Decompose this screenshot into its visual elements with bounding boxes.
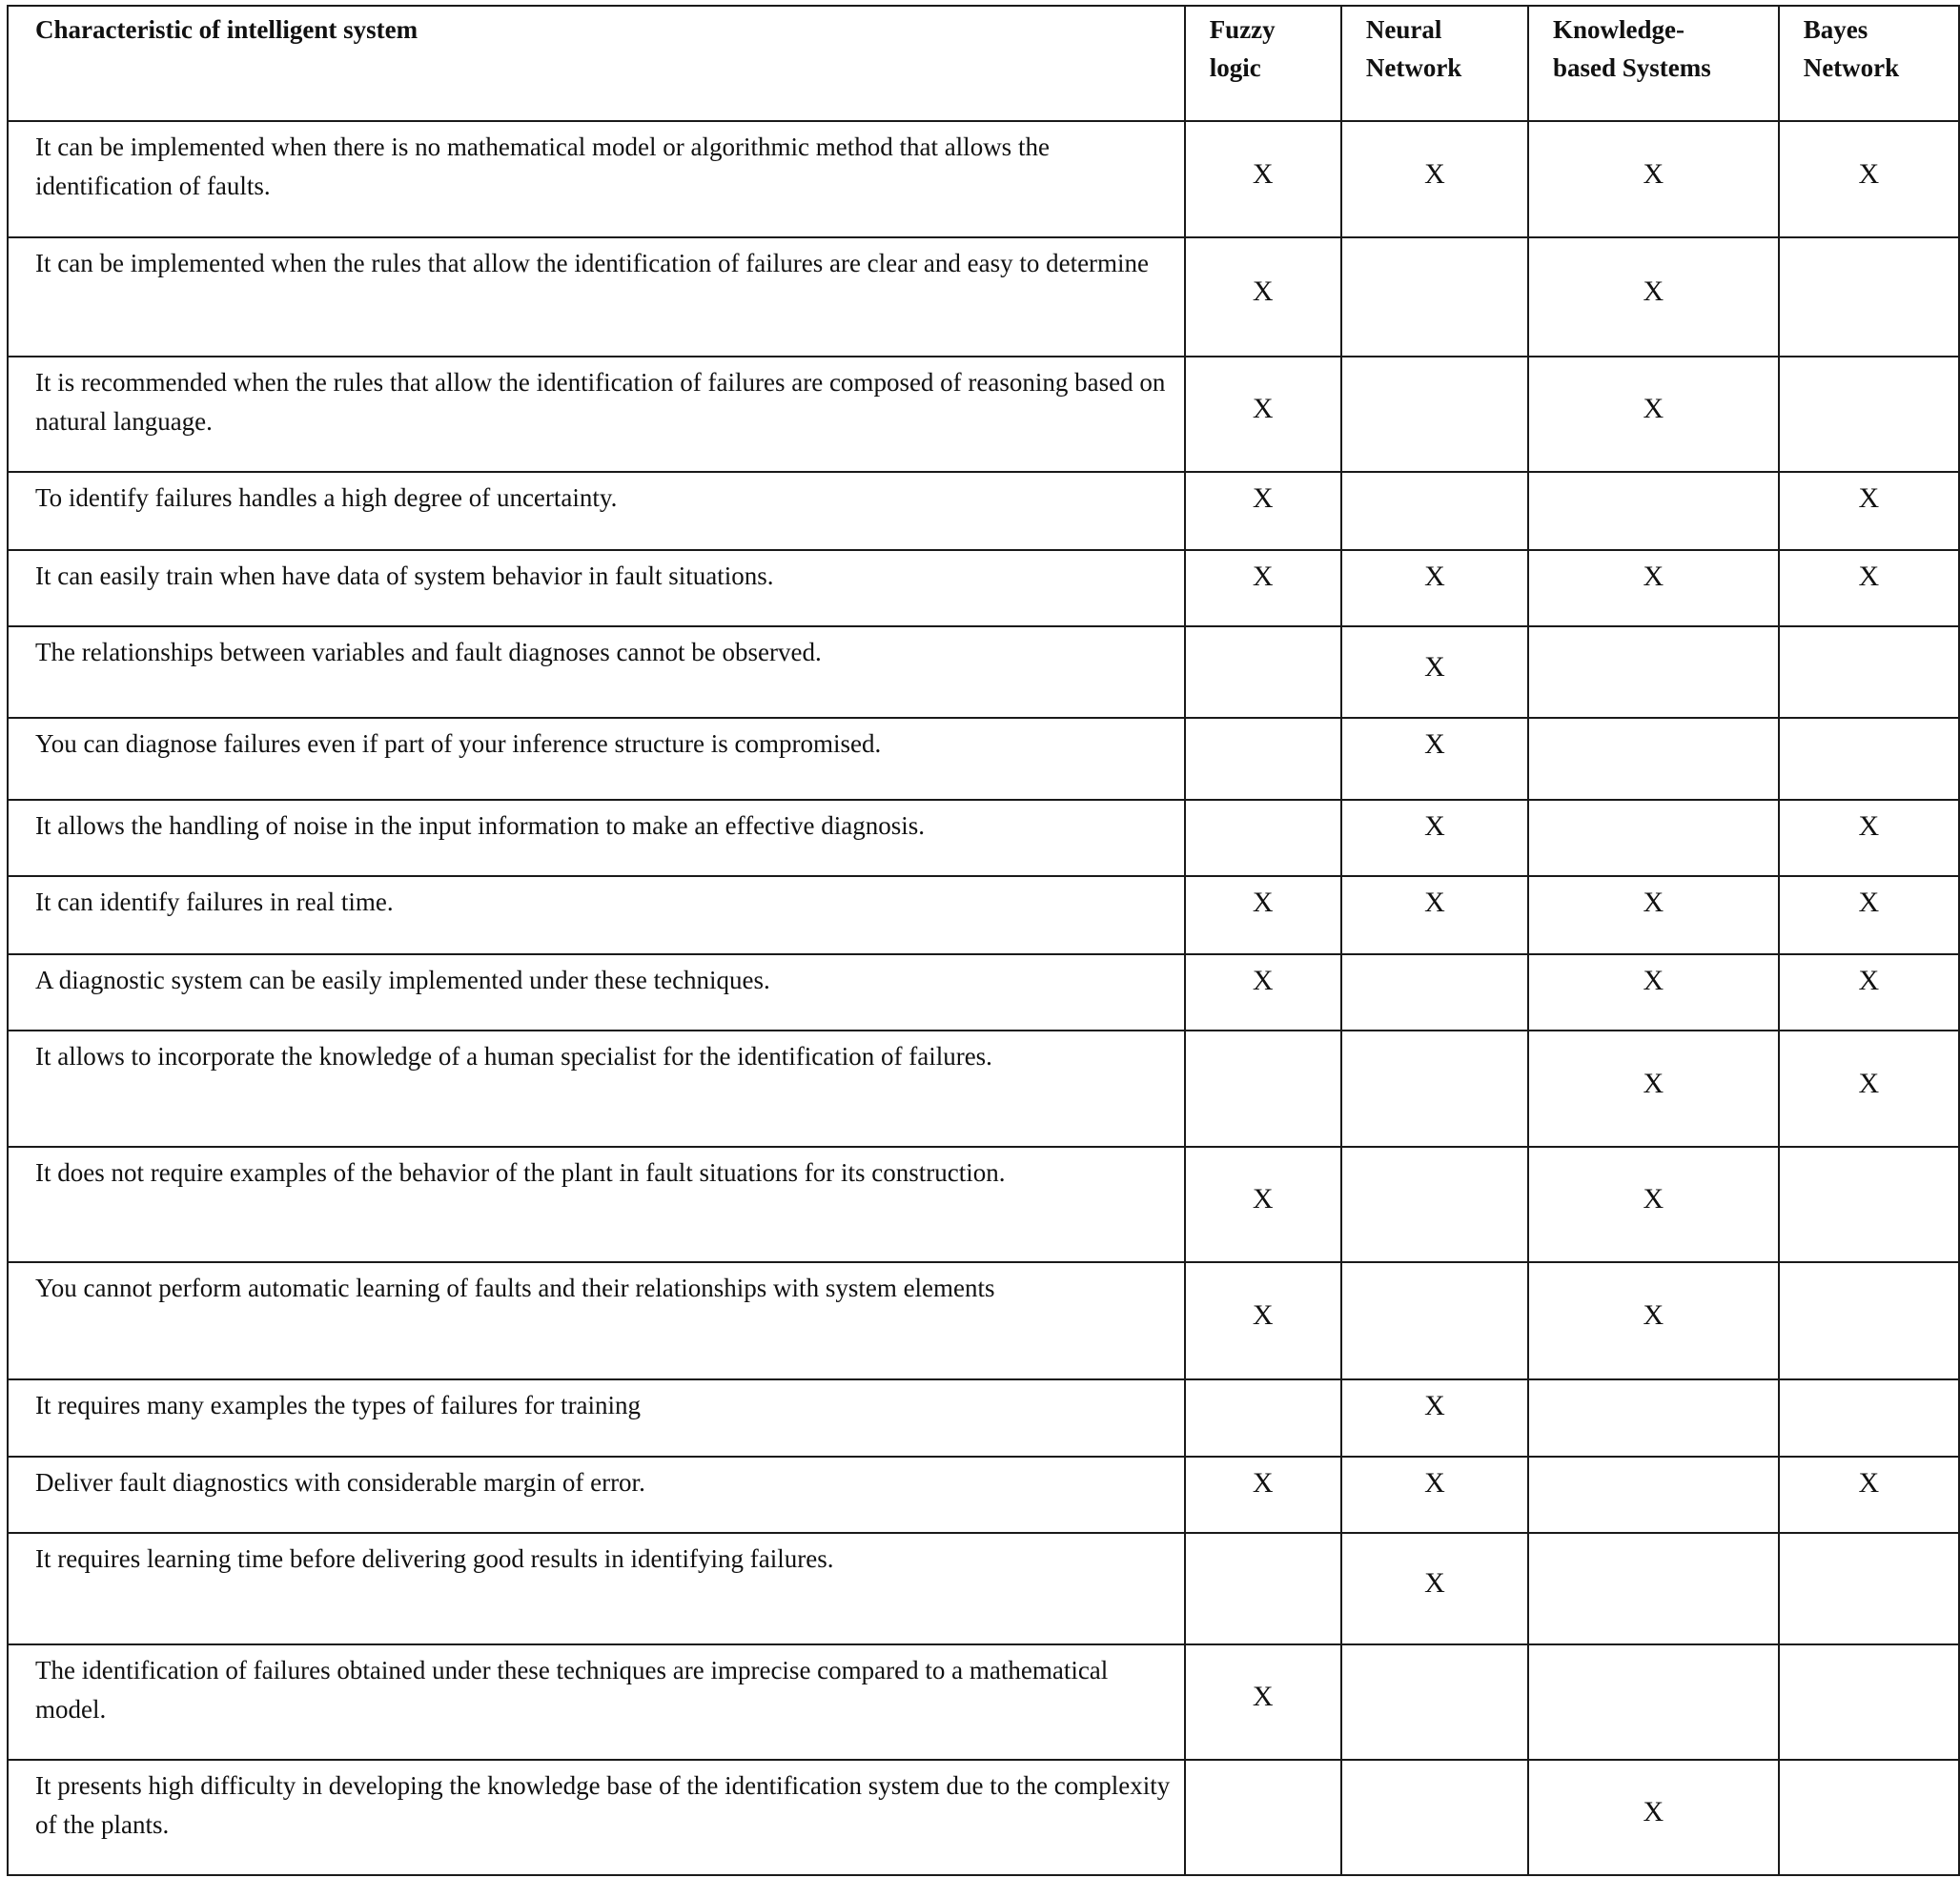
table-row — [8, 1644, 1959, 1760]
characteristic-cell: You can diagnose failures even if part of your inference structure is compromised. — [8, 718, 1185, 800]
characteristic-cell: It is recommended when the rules that allow the identification of failures are composed of reasoning based on natural language. — [8, 357, 1185, 472]
table-row — [8, 876, 1959, 954]
mark-cell-fuzzy-logic — [1185, 472, 1341, 550]
mark-cell-knowledge-based-systems — [1528, 472, 1779, 550]
x-mark: X — [1424, 1390, 1445, 1421]
mark-cell-neural-network — [1341, 1760, 1528, 1875]
mark-cell-neural-network — [1341, 472, 1528, 550]
mark-cell-neural-network — [1341, 1031, 1528, 1147]
mark-cell-fuzzy-logic — [1185, 1644, 1341, 1760]
table-row — [8, 237, 1959, 357]
characteristic-cell: It allows to incorporate the knowledge of a human specialist for the identification of failures. — [8, 1031, 1185, 1147]
mark-cell-neural-network — [1341, 718, 1528, 800]
mark-cell-neural-network — [1341, 1262, 1528, 1379]
mark-cell-bayes-network — [1779, 1147, 1959, 1262]
x-mark: X — [1858, 1067, 1880, 1099]
table-row — [8, 954, 1959, 1031]
x-mark: X — [1424, 887, 1445, 918]
mark-cell-knowledge-based-systems — [1528, 954, 1779, 1031]
comparison-table — [7, 5, 1960, 1876]
mark-cell-fuzzy-logic — [1185, 1760, 1341, 1875]
table-row — [8, 718, 1959, 800]
mark-cell-bayes-network — [1779, 1533, 1959, 1644]
x-mark: X — [1424, 810, 1445, 842]
mark-cell-fuzzy-logic — [1185, 1379, 1341, 1457]
characteristic-cell: You cannot perform automatic learning of faults and their relationships with system elements — [8, 1262, 1185, 1379]
mark-cell-knowledge-based-systems — [1528, 550, 1779, 626]
x-mark: X — [1858, 561, 1880, 592]
characteristic-cell: To identify failures handles a high degree of uncertainty. — [8, 472, 1185, 550]
mark-cell-neural-network — [1341, 876, 1528, 954]
mark-cell-neural-network — [1341, 1533, 1528, 1644]
x-mark: X — [1252, 276, 1274, 307]
mark-cell-knowledge-based-systems — [1528, 1644, 1779, 1760]
characteristic-cell: It can be implemented when there is no mathematical model or algorithmic method that allows the identification of faults. — [8, 121, 1185, 237]
table-row — [8, 626, 1959, 718]
mark-cell-bayes-network — [1779, 1760, 1959, 1875]
mark-cell-knowledge-based-systems — [1528, 1262, 1779, 1379]
mark-cell-knowledge-based-systems — [1528, 876, 1779, 954]
x-mark: X — [1858, 810, 1880, 842]
mark-cell-fuzzy-logic — [1185, 1457, 1341, 1533]
header-row — [8, 6, 1959, 121]
mark-cell-fuzzy-logic — [1185, 626, 1341, 718]
x-mark: X — [1424, 157, 1445, 190]
mark-cell-neural-network — [1341, 550, 1528, 626]
mark-cell-fuzzy-logic — [1185, 718, 1341, 800]
mark-cell-bayes-network — [1779, 1031, 1959, 1147]
x-mark: X — [1643, 1067, 1664, 1099]
characteristic-cell: It requires many examples the types of failures for training — [8, 1379, 1185, 1457]
x-mark: X — [1252, 1681, 1274, 1712]
mark-cell-knowledge-based-systems — [1528, 626, 1779, 718]
header-knowledge-based-systems: Knowledge- based Systems — [1528, 6, 1779, 121]
mark-cell-knowledge-based-systems — [1528, 1147, 1779, 1262]
mark-cell-bayes-network — [1779, 357, 1959, 472]
table-row — [8, 800, 1959, 876]
mark-cell-knowledge-based-systems — [1528, 1760, 1779, 1875]
table-row — [8, 1379, 1959, 1457]
x-mark: X — [1252, 1299, 1274, 1331]
x-mark: X — [1252, 1183, 1274, 1215]
mark-cell-bayes-network — [1779, 876, 1959, 954]
table-row — [8, 1533, 1959, 1644]
header-fuzzy-logic: Fuzzy logic — [1185, 6, 1341, 121]
mark-cell-bayes-network — [1779, 718, 1959, 800]
mark-cell-neural-network — [1341, 1147, 1528, 1262]
mark-cell-neural-network — [1341, 1379, 1528, 1457]
characteristic-cell: It requires learning time before delivering good results in identifying failures. — [8, 1533, 1185, 1644]
x-mark: X — [1643, 1796, 1664, 1827]
mark-cell-neural-network — [1341, 357, 1528, 472]
mark-cell-knowledge-based-systems — [1528, 121, 1779, 237]
mark-cell-fuzzy-logic — [1185, 954, 1341, 1031]
x-mark: X — [1643, 1299, 1664, 1331]
mark-cell-neural-network — [1341, 800, 1528, 876]
x-mark: X — [1858, 1467, 1880, 1499]
x-mark: X — [1252, 561, 1274, 592]
x-mark: X — [1858, 887, 1880, 918]
mark-cell-bayes-network — [1779, 472, 1959, 550]
mark-cell-bayes-network — [1779, 1644, 1959, 1760]
x-mark: X — [1643, 276, 1664, 307]
mark-cell-fuzzy-logic — [1185, 1262, 1341, 1379]
mark-cell-bayes-network — [1779, 121, 1959, 237]
x-mark: X — [1252, 393, 1274, 424]
characteristic-cell: It can identify failures in real time. — [8, 876, 1185, 954]
header-bayes-network: Bayes Network — [1779, 6, 1959, 121]
mark-cell-bayes-network — [1779, 626, 1959, 718]
table-row — [8, 550, 1959, 626]
mark-cell-bayes-network — [1779, 954, 1959, 1031]
mark-cell-neural-network — [1341, 954, 1528, 1031]
mark-cell-neural-network — [1341, 121, 1528, 237]
characteristic-cell: It allows the handling of noise in the input information to make an effective diagnosis. — [8, 800, 1185, 876]
mark-cell-neural-network — [1341, 1457, 1528, 1533]
table-row — [8, 472, 1959, 550]
mark-cell-fuzzy-logic — [1185, 1533, 1341, 1644]
table-row — [8, 1760, 1959, 1875]
mark-cell-knowledge-based-systems — [1528, 357, 1779, 472]
mark-cell-fuzzy-logic — [1185, 237, 1341, 357]
x-mark: X — [1252, 482, 1274, 514]
mark-cell-neural-network — [1341, 1644, 1528, 1760]
header-characteristic: Characteristic of intelligent system — [8, 6, 1185, 121]
x-mark: X — [1252, 157, 1274, 190]
mark-cell-knowledge-based-systems — [1528, 718, 1779, 800]
mark-cell-knowledge-based-systems — [1528, 1031, 1779, 1147]
mark-cell-fuzzy-logic — [1185, 1031, 1341, 1147]
x-mark: X — [1424, 1467, 1445, 1499]
x-mark: X — [1643, 1183, 1664, 1215]
characteristic-cell: It presents high difficulty in developing the knowledge base of the identification system due to the complexity of the plants. — [8, 1760, 1185, 1875]
characteristic-cell: Deliver fault diagnostics with considerable margin of error. — [8, 1457, 1185, 1533]
table-row — [8, 1457, 1959, 1533]
x-mark: X — [1424, 1567, 1445, 1599]
mark-cell-knowledge-based-systems — [1528, 1457, 1779, 1533]
mark-cell-neural-network — [1341, 626, 1528, 718]
characteristic-cell: A diagnostic system can be easily implemented under these techniques. — [8, 954, 1185, 1031]
x-mark: X — [1643, 561, 1664, 592]
x-mark: X — [1424, 650, 1445, 683]
mark-cell-fuzzy-logic — [1185, 1147, 1341, 1262]
x-mark: X — [1858, 482, 1880, 514]
mark-cell-knowledge-based-systems — [1528, 800, 1779, 876]
x-mark: X — [1643, 887, 1664, 918]
mark-cell-bayes-network — [1779, 1262, 1959, 1379]
characteristic-cell: The relationships between variables and fault diagnoses cannot be observed. — [8, 626, 1185, 718]
table-row — [8, 1147, 1959, 1262]
x-mark: X — [1643, 965, 1664, 996]
mark-cell-bayes-network — [1779, 1379, 1959, 1457]
mark-cell-bayes-network — [1779, 800, 1959, 876]
characteristic-cell: The identification of failures obtained under these techniques are imprecise compared to a mathematical model. — [8, 1644, 1185, 1760]
header-neural-network: Neural Network — [1341, 6, 1528, 121]
x-mark: X — [1643, 393, 1664, 424]
x-mark: X — [1858, 965, 1880, 996]
mark-cell-neural-network — [1341, 237, 1528, 357]
characteristic-cell: It can easily train when have data of system behavior in fault situations. — [8, 550, 1185, 626]
x-mark: X — [1424, 561, 1445, 592]
x-mark: X — [1858, 157, 1880, 190]
mark-cell-bayes-network — [1779, 237, 1959, 357]
table-row — [8, 1031, 1959, 1147]
x-mark: X — [1252, 1467, 1274, 1499]
table-row — [8, 1262, 1959, 1379]
x-mark: X — [1252, 887, 1274, 918]
table-row — [8, 357, 1959, 472]
mark-cell-fuzzy-logic — [1185, 550, 1341, 626]
x-mark: X — [1643, 157, 1664, 190]
mark-cell-fuzzy-logic — [1185, 876, 1341, 954]
mark-cell-fuzzy-logic — [1185, 357, 1341, 472]
mark-cell-knowledge-based-systems — [1528, 1379, 1779, 1457]
mark-cell-fuzzy-logic — [1185, 121, 1341, 237]
mark-cell-fuzzy-logic — [1185, 800, 1341, 876]
mark-cell-knowledge-based-systems — [1528, 237, 1779, 357]
table-row — [8, 121, 1959, 237]
x-mark: X — [1424, 728, 1445, 760]
mark-cell-bayes-network — [1779, 550, 1959, 626]
characteristic-cell: It can be implemented when the rules that allow the identification of failures are clear and easy to determine — [8, 237, 1185, 357]
x-mark: X — [1252, 965, 1274, 996]
characteristic-cell: It does not require examples of the behavior of the plant in fault situations for its construction. — [8, 1147, 1185, 1262]
mark-cell-knowledge-based-systems — [1528, 1533, 1779, 1644]
mark-cell-bayes-network — [1779, 1457, 1959, 1533]
